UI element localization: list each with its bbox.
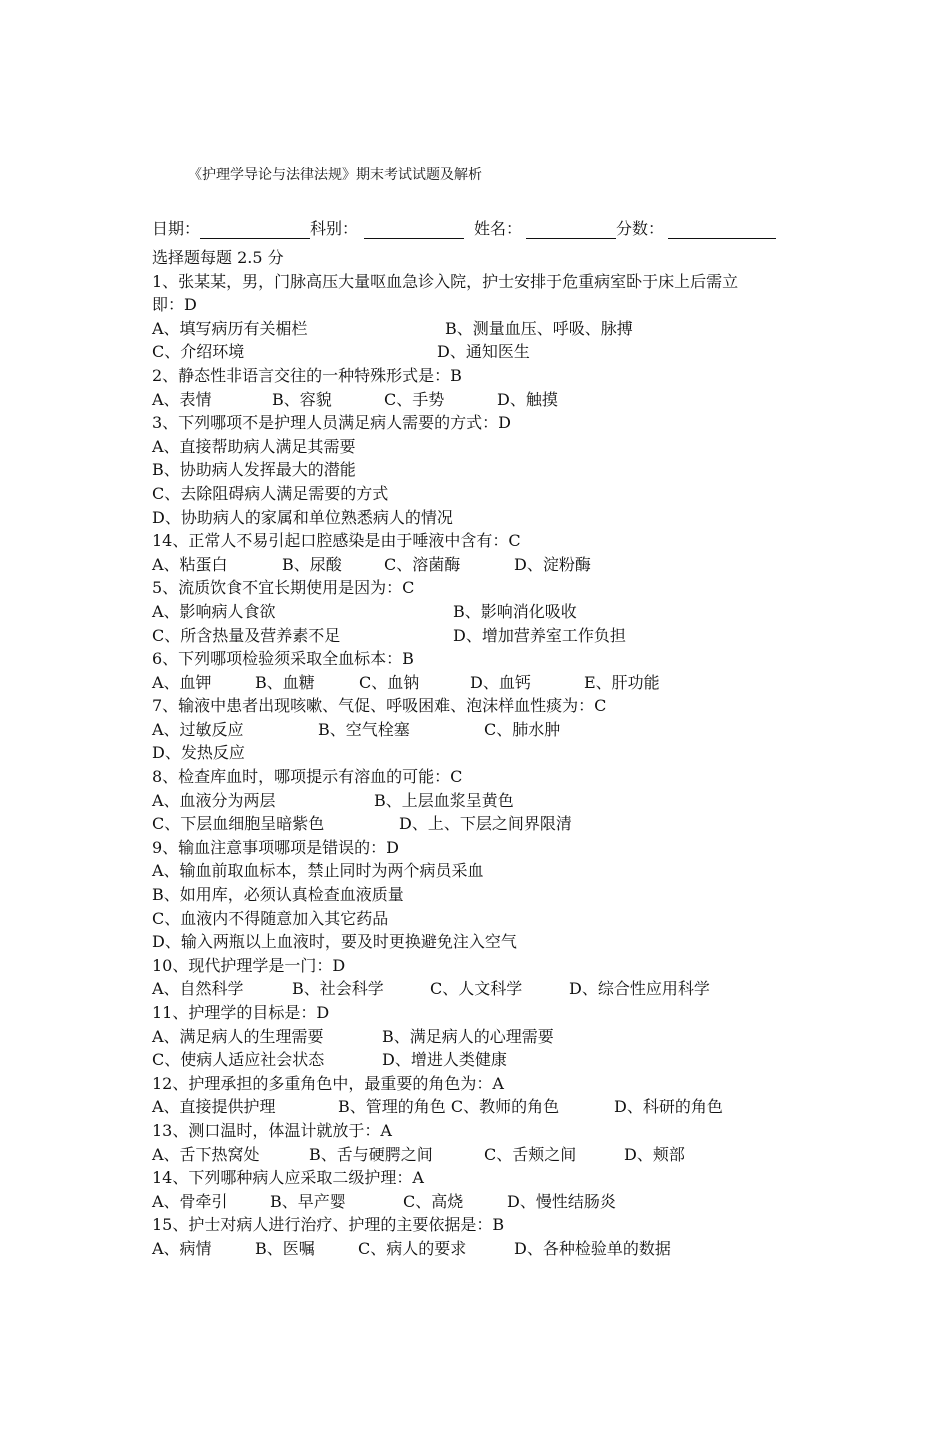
text-segment: D、综合性应用科学 (569, 979, 710, 999)
text-segment: 8、检查库血时，哪项提示有溶血的可能：C (152, 767, 463, 787)
content-line (152, 765, 832, 789)
content-line (152, 458, 832, 482)
content-line (152, 1237, 832, 1261)
content-line (152, 930, 832, 954)
text-segment: B、血糖 (255, 672, 315, 692)
content-line (152, 859, 832, 883)
text-segment: C、血钠 (359, 672, 420, 692)
text-segment: C、舌颊之间 (484, 1144, 577, 1164)
text-segment: A、舌下热窝处 (152, 1144, 260, 1164)
content-line (152, 553, 832, 577)
content-line (152, 1048, 832, 1072)
text-segment: 9、输血注意事项哪项是错误的：D (152, 837, 400, 857)
text-segment: 2、静态性非语言交往的一种特殊形式是：B (152, 365, 462, 385)
content-line (152, 647, 832, 671)
text-segment: C、病人的要求 (358, 1238, 467, 1258)
content-line (152, 1213, 832, 1237)
content-line (152, 293, 832, 317)
content-line (152, 694, 832, 718)
subject-label: 科别： (310, 219, 359, 238)
name-blank[interactable] (526, 220, 616, 239)
text-segment: 14、下列哪种病人应采取二级护理：A (152, 1168, 424, 1188)
content-line (152, 600, 832, 624)
text-segment: B、测量血压、呼吸、脉搏 (445, 318, 633, 338)
text-segment: B、如用库，必须认真检查血液质量 (152, 885, 404, 905)
content-line (152, 1001, 832, 1025)
content-line (152, 1025, 832, 1049)
content-line (152, 435, 832, 459)
text-segment: D、增进人类健康 (382, 1050, 507, 1070)
text-segment: B、满足病人的心理需要 (382, 1026, 554, 1046)
text-segment: D、通知医生 (437, 342, 530, 362)
content-line (152, 624, 832, 648)
content-line (152, 1190, 832, 1214)
text-segment: 13、测口温时，体温计就放于：A (152, 1120, 392, 1140)
text-segment: A、影响病人食欲 (152, 601, 276, 621)
text-segment: A、血钾 (152, 672, 212, 692)
text-segment: A、直接提供护理 (152, 1097, 276, 1117)
text-segment: D、触摸 (497, 389, 558, 409)
text-segment: C、肺水肿 (484, 719, 561, 739)
content-line (152, 576, 832, 600)
text-segment: D、协助病人的家属和单位熟悉病人的情况 (152, 507, 453, 527)
content-line (152, 317, 832, 341)
text-segment: C、溶菌酶 (384, 554, 461, 574)
content-line (152, 1072, 832, 1096)
content-line (152, 718, 832, 742)
text-segment: A、直接帮助病人满足其需要 (152, 436, 356, 456)
text-segment: B、管理的角色 C、教师的角色 (338, 1097, 560, 1117)
text-segment: D、增加营养室工作负担 (453, 625, 626, 645)
text-segment: C、使病人适应社会状态 (152, 1050, 325, 1070)
text-segment: A、血液分为两层 (152, 790, 276, 810)
text-segment: B、尿酸 (282, 554, 342, 574)
page-title: 《护理学导论与法律法规》期末考试试题及解析 (188, 167, 482, 183)
content-line (152, 1095, 832, 1119)
content-line (152, 977, 832, 1001)
text-segment: B、早产婴 (270, 1191, 346, 1211)
content-line (152, 482, 832, 506)
text-segment: D、上、下层之间界限清 (399, 814, 572, 834)
date-label: 日期： (152, 219, 201, 238)
text-segment: 1、张某某，男，门脉高压大量呕血急诊入院，护士安排于危重病室卧于床上后需立 (152, 271, 739, 291)
content-line (152, 741, 832, 765)
text-segment: D、淀粉酶 (514, 554, 591, 574)
text-segment: A、满足病人的生理需要 (152, 1026, 324, 1046)
score-blank[interactable] (668, 220, 776, 239)
text-segment: B、舌与硬腭之间 (309, 1144, 433, 1164)
text-segment: 10、现代护理学是一门：D (152, 955, 346, 975)
content-line (152, 529, 832, 553)
text-segment: A、过敏反应 (152, 719, 244, 739)
text-segment: 6、下列哪项检验须采取全血标本：B (152, 649, 414, 669)
text-segment: C、所含热量及营养素不足 (152, 625, 341, 645)
text-segment: C、下层血细胞呈暗紫色 (152, 814, 325, 834)
content-line (152, 1166, 832, 1190)
date-blank[interactable] (200, 220, 310, 239)
content-line (152, 506, 832, 530)
text-segment: A、填写病历有关楣栏 (152, 318, 308, 338)
subject-blank[interactable] (364, 220, 464, 239)
content-line (152, 789, 832, 813)
text-segment: 12、护理承担的多重角色中，最重要的角色为：A (152, 1073, 504, 1093)
text-segment: C、介绍环境 (152, 342, 245, 362)
text-segment: B、医嘱 (255, 1238, 315, 1258)
content-line (152, 954, 832, 978)
text-segment: A、粘蛋白 (152, 554, 228, 574)
content-line (152, 364, 832, 388)
content-line (152, 1143, 832, 1167)
text-segment: B、上层血浆呈黄色 (374, 790, 514, 810)
content-line (152, 671, 832, 695)
text-segment: B、社会科学 (292, 979, 384, 999)
text-segment: 11、护理学的目标是：D (152, 1003, 330, 1022)
text-segment: A、自然科学 (152, 979, 244, 999)
text-segment: D、血钙 (470, 672, 531, 692)
content-line (152, 388, 832, 412)
score-label: 分数： (616, 219, 665, 238)
text-segment: D、颊部 (624, 1144, 685, 1164)
content-line (152, 1119, 832, 1143)
text-segment: C、高烧 (403, 1191, 464, 1211)
content-line (152, 812, 832, 836)
text-segment: C、人文科学 (430, 979, 523, 999)
content-line (152, 411, 832, 435)
text-segment: A、骨牵引 (152, 1191, 228, 1211)
text-segment: 选择题每题 2.5 分 (152, 248, 284, 267)
text-segment: C、手势 (384, 389, 445, 409)
text-segment: B、协助病人发挥最大的潜能 (152, 460, 356, 480)
content-line (152, 907, 832, 931)
name-label: 姓名： (474, 219, 523, 238)
text-segment: A、病情 (152, 1238, 212, 1258)
text-segment: A、输血前取血标本，禁止同时为两个病员采血 (152, 861, 484, 881)
text-segment: 5、流质饮食不宜长期使用是因为：C (152, 578, 415, 598)
text-segment: 即：D (152, 295, 197, 315)
text-segment: D、发热反应 (152, 743, 245, 763)
content-line (152, 340, 832, 364)
text-segment: 3、下列哪项不是护理人员满足病人需要的方式：D (152, 413, 512, 433)
text-segment: B、空气栓塞 (318, 719, 410, 739)
content-line (152, 883, 832, 907)
text-segment: B、影响消化吸收 (453, 601, 577, 621)
content-line (152, 246, 832, 270)
text-segment: 15、护士对病人进行治疗、护理的主要依据是：B (152, 1215, 505, 1235)
text-segment: D、各种检验单的数据 (514, 1238, 671, 1258)
content-line (152, 270, 832, 294)
exam-header (152, 216, 776, 239)
question-list (152, 246, 832, 1261)
text-segment: C、血液内不得随意加入其它药品 (152, 908, 389, 928)
content-line (152, 836, 832, 860)
text-segment: 7、输液中患者出现咳嗽、气促、呼吸困难、泡沫样血性痰为：C (152, 696, 607, 716)
text-segment: D、慢性结肠炎 (507, 1191, 616, 1211)
text-segment: 14、正常人不易引起口腔感染是由于唾液中含有：C (152, 531, 521, 551)
text-segment: C、去除阻碍病人满足需要的方式 (152, 483, 389, 503)
text-segment: D、科研的角色 (614, 1097, 723, 1117)
text-segment: B、容貌 (272, 389, 332, 409)
text-segment: A、表情 (152, 389, 212, 409)
text-segment: D、输入两瓶以上血液时，要及时更换避免注入空气 (152, 932, 517, 952)
text-segment: E、肝功能 (584, 672, 660, 692)
